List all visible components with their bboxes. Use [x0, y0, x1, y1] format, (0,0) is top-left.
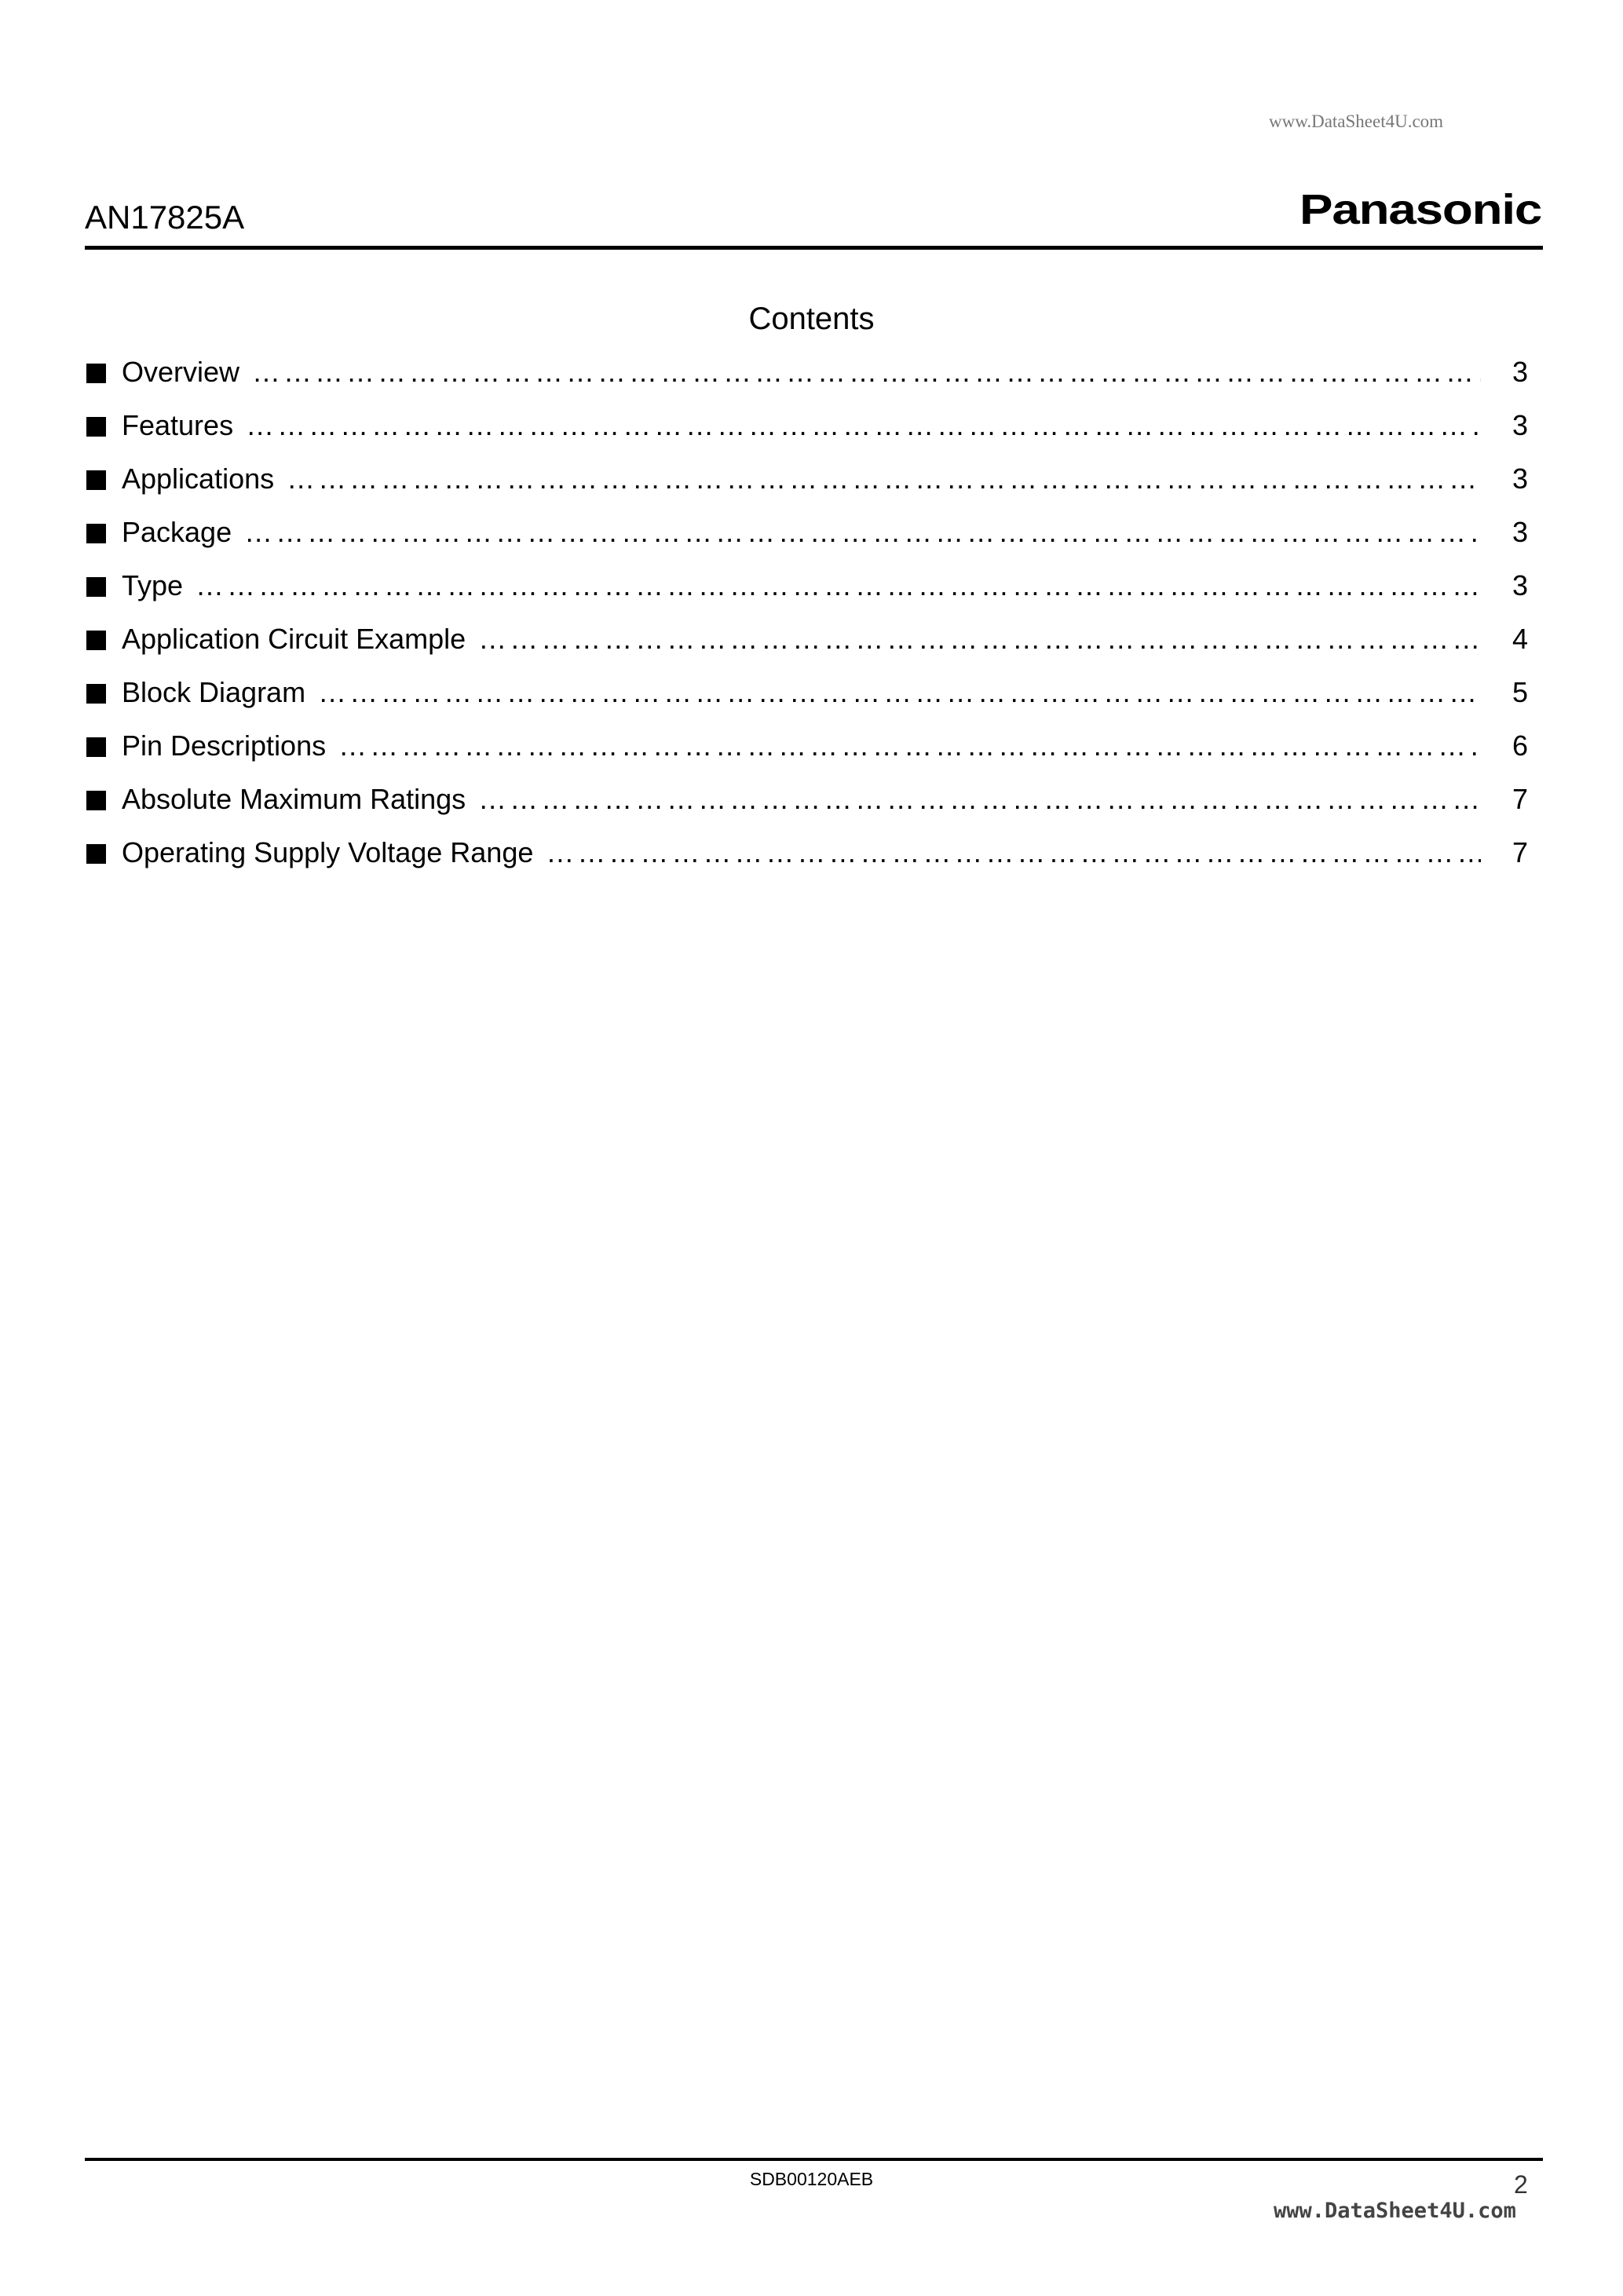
toc-item-page: 3	[1512, 569, 1529, 601]
dot-leader	[196, 572, 1481, 600]
square-bullet-icon	[86, 577, 106, 597]
toc-item-page: 5	[1512, 676, 1529, 708]
toc-item-package[interactable]	[86, 518, 1528, 572]
header-watermark: www.DataSheet4U.com	[1269, 112, 1444, 131]
footer-rule	[85, 2158, 1543, 2161]
toc-item-page: 3	[1512, 516, 1529, 548]
footer-watermark[interactable]: www.DataSheet4U.com	[1274, 2199, 1516, 2223]
toc-item-label: Pin Descriptions	[122, 729, 327, 762]
toc-item-label: Features	[122, 409, 234, 441]
toc-item-label: Overview	[122, 356, 240, 388]
toc-item-operating-supply-voltage-range[interactable]	[86, 836, 1529, 892]
toc-item-page: 7	[1512, 783, 1529, 815]
dot-leader	[244, 518, 1481, 547]
toc-item-absolute-maximum-ratings[interactable]	[86, 785, 1528, 839]
toc-item-features[interactable]	[86, 411, 1528, 465]
square-bullet-icon	[86, 524, 106, 543]
toc-item-page: 7	[1512, 836, 1529, 868]
dot-leader	[546, 839, 1481, 867]
toc-item-label: Operating Supply Voltage Range	[122, 836, 534, 868]
toc-item-application-circuit-example[interactable]	[86, 625, 1528, 678]
dot-leader	[246, 411, 1481, 440]
toc-item-page: 3	[1512, 409, 1529, 441]
toc-item-page: 4	[1512, 623, 1529, 655]
dot-leader	[318, 678, 1481, 707]
toc-item-overview[interactable]	[86, 358, 1528, 411]
toc-item-label: Block Diagram	[122, 676, 306, 708]
header-rule	[85, 246, 1543, 250]
square-bullet-icon	[86, 417, 106, 437]
square-bullet-icon	[86, 791, 106, 810]
toc-item-label: Applications	[122, 462, 275, 495]
dot-leader	[478, 785, 1481, 813]
square-bullet-icon	[86, 737, 106, 757]
toc-item-label: Absolute Maximum Ratings	[122, 783, 466, 815]
square-bullet-icon	[86, 684, 106, 704]
dot-leader	[478, 625, 1481, 653]
toc-item-label: Package	[122, 516, 232, 548]
square-bullet-icon	[86, 631, 106, 650]
toc-item-label: Type	[122, 569, 184, 601]
toc-item-label: Application Circuit Example	[122, 623, 466, 655]
toc-item-page: 3	[1512, 462, 1529, 495]
square-bullet-icon	[86, 364, 106, 383]
toc-item-applications[interactable]	[86, 462, 1529, 518]
toc-item-block-diagram[interactable]	[86, 678, 1528, 732]
brand-logo: Panasonic	[1299, 186, 1541, 233]
page-number: 2	[1514, 2170, 1528, 2199]
toc-item-page: 3	[1512, 356, 1529, 388]
toc-item-pin-descriptions[interactable]	[86, 729, 1529, 785]
toc-item-type[interactable]	[86, 569, 1529, 625]
contents-title: Contents	[748, 302, 875, 336]
square-bullet-icon	[86, 470, 106, 490]
toc-item-page: 6	[1512, 729, 1529, 762]
part-number: AN17825A	[85, 199, 245, 236]
document-code: SDB00120AEB	[749, 2169, 874, 2189]
dot-leader	[338, 732, 1481, 760]
square-bullet-icon	[86, 844, 106, 864]
table-of-contents	[86, 358, 1528, 892]
dot-leader	[252, 358, 1481, 386]
dot-leader	[287, 465, 1481, 493]
